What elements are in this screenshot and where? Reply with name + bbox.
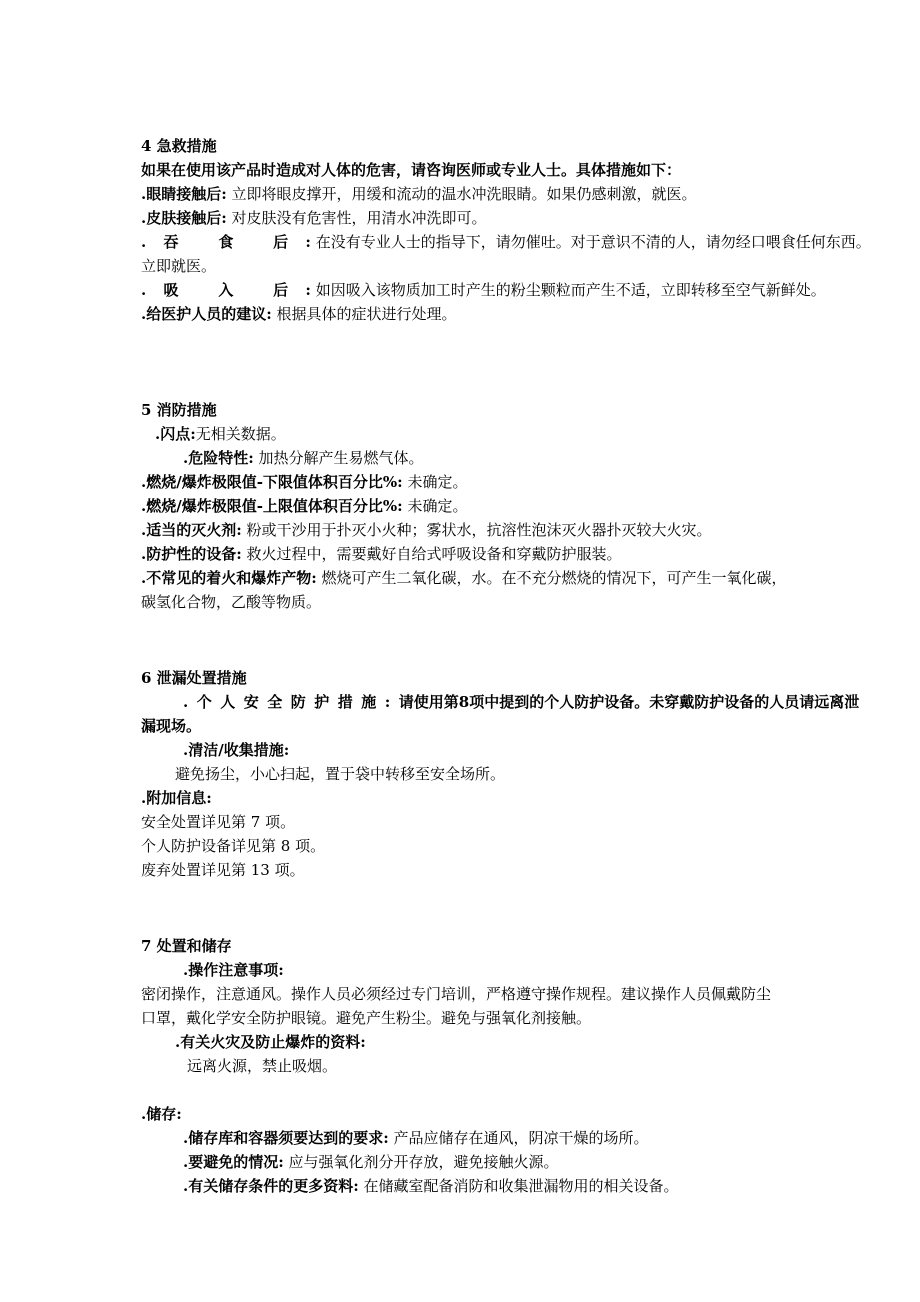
protective-equipment-label: .防护性的设备: <box>141 545 242 563</box>
skin-contact-label: .皮肤接触后: <box>141 209 227 227</box>
lower-limit-label: .燃烧/爆炸极限值-下限值体积百分比%: <box>141 473 403 491</box>
medical-advice-line <box>141 302 788 326</box>
unusual-products-line <box>141 566 788 590</box>
inhale-text: 如因吸入该物质加工时产生的粉尘颗粒而产生不适，立即转移至空气新鲜处。 <box>311 281 826 299</box>
inhale-line <box>141 278 826 302</box>
upper-limit-text: 未确定。 <box>402 497 468 515</box>
swallow-line <box>141 230 871 254</box>
section-4-heading: 4 急救措施 <box>141 137 217 155</box>
medical-advice-text: 根据具体的症状进行处理。 <box>271 305 457 323</box>
extinguisher-text: 粉或干沙用于扑灭小火种；雾状水，抗溶性泡沫灭火器扑灭较大火灾。 <box>241 521 712 539</box>
clean-label: .清洁/收集措施: <box>183 741 290 759</box>
eye-contact-text: 立即将眼皮撑开，用缓和流动的温水冲洗眼睛。如果仍感刺激，就医。 <box>226 185 697 203</box>
section-5-heading: 5 消防措施 <box>141 401 217 419</box>
swallow-cont: 立即就医。 <box>141 257 217 275</box>
fire-info-label: .有关火灾及防止爆炸的资料: <box>175 1033 366 1051</box>
flash-point-line <box>141 422 788 446</box>
storage-more-text: 在储藏室配备消防和收集泄漏物用的相关设备。 <box>358 1177 679 1195</box>
unusual-products-text: 燃烧可产生二氧化碳，水。在不充分燃烧的情况下，可产生一氧化碳， <box>316 569 787 587</box>
lower-limit-text: 未确定。 <box>402 473 468 491</box>
unusual-products-cont: 碳氢化合物，乙酸等物质。 <box>141 593 322 611</box>
document-content <box>141 134 871 1198</box>
extinguisher-line <box>141 518 788 542</box>
upper-limit-label: .燃烧/爆炸极限值-上限值体积百分比%: <box>141 497 403 515</box>
extra-info-line-1: 安全处置详见第 7 项。 <box>141 813 296 831</box>
hazard-text: 加热分解产生易燃气体。 <box>253 449 424 467</box>
eye-contact-line <box>141 182 788 206</box>
hazard-label: .危险特性: <box>183 449 254 467</box>
personal-protection-cont: 漏现场。 <box>141 717 202 735</box>
protective-equipment-line <box>141 542 788 566</box>
storage-label: .储存: <box>141 1105 182 1123</box>
section-7-heading: 7 处置和储存 <box>141 937 232 955</box>
avoid-conditions-line <box>141 1150 788 1174</box>
clean-text: 避免扬尘，小心扫起，置于袋中转移至安全场所。 <box>175 765 506 783</box>
personal-protection-label: .个人安全防护措施: <box>183 693 399 711</box>
skin-contact-line <box>141 206 788 230</box>
personal-protection-text: 请使用第8项中提到的个人防护设备。未穿戴防护设备的人员请远离泄 <box>398 693 860 711</box>
lower-limit-line <box>141 470 788 494</box>
swallow-text: 在没有专业人士的指导下，请勿催吐。对于意识不清的人，请勿经口喂食任何东西。 <box>311 233 871 251</box>
medical-advice-label: .给医护人员的建议: <box>141 305 272 323</box>
protective-equipment-text: 救火过程中，需要戴好自给式呼吸设备和穿戴防护服装。 <box>241 545 622 563</box>
inhale-label: .吸 入 后: <box>141 281 311 299</box>
extra-info-line-3: 废弃处置详见第 13 项。 <box>141 861 305 879</box>
operation-text-2: 口罩，戴化学安全防护眼镜。避免产生粉尘。避免与强氧化剂接触。 <box>141 1009 592 1027</box>
flash-point-label: .闪点: <box>155 425 196 443</box>
extra-info-line-2: 个人防护设备详见第 8 项。 <box>141 837 326 855</box>
unusual-products-label: .不常见的着火和爆炸产物: <box>141 569 317 587</box>
flash-point-text: 无相关数据。 <box>195 425 286 443</box>
hazard-line <box>141 446 788 470</box>
personal-protection-line <box>141 690 860 714</box>
extra-info-label: .附加信息: <box>141 789 212 807</box>
operation-label: .操作注意事项: <box>183 961 284 979</box>
section-4-intro: 如果在使用该产品时造成对人体的危害，请咨询医师或专业人士。具体措施如下： <box>141 161 682 179</box>
storage-more-label: .有关储存条件的更多资料: <box>183 1177 359 1195</box>
swallow-label: .吞 食 后: <box>141 233 311 251</box>
eye-contact-label: .眼睛接触后: <box>141 185 227 203</box>
avoid-conditions-text: 应与强氧化剂分开存放，避免接触火源。 <box>283 1153 559 1171</box>
storage-requirements-text: 产品应储存在通风，阴凉干燥的场所。 <box>388 1129 649 1147</box>
extinguisher-label: .适当的灭火剂: <box>141 521 242 539</box>
avoid-conditions-label: .要避免的情况: <box>183 1153 284 1171</box>
storage-requirements-label: .储存库和容器须要达到的要求: <box>183 1129 389 1147</box>
fire-info-text: 远离火源，禁止吸烟。 <box>187 1057 338 1075</box>
skin-contact-text: 对皮肤没有危害性，用清水冲洗即可。 <box>226 209 487 227</box>
section-6-heading: 6 泄漏处置措施 <box>141 669 247 687</box>
storage-requirements-line <box>141 1126 788 1150</box>
storage-more-line <box>141 1174 788 1198</box>
upper-limit-line <box>141 494 788 518</box>
operation-text-1: 密闭操作，注意通风。操作人员必须经过专门培训，严格遵守操作规程。建议操作人员佩戴防尘 <box>141 985 772 1003</box>
